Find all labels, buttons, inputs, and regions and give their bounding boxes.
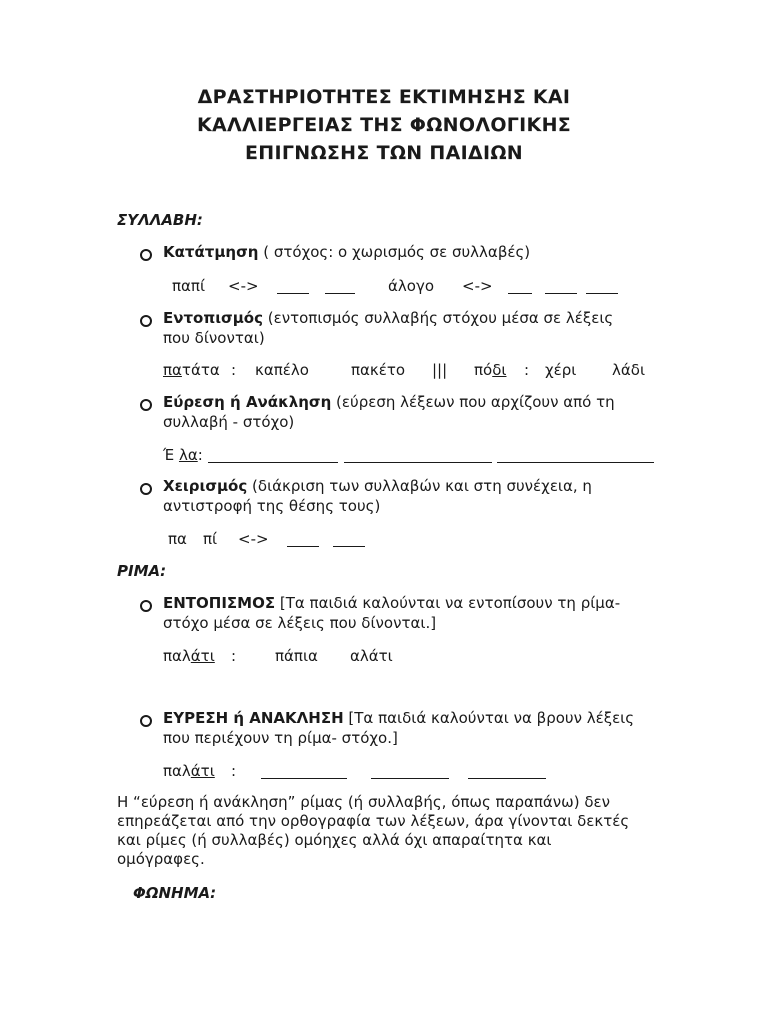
answer-blank[interactable]	[333, 546, 365, 547]
arrow-text: <->	[462, 277, 493, 295]
example-word: άλογο	[388, 277, 434, 295]
rhyme-location-desc: [Τα παιδιά καλούνται να εντοπίσουν τη ρίμα-	[275, 594, 621, 612]
separator: :	[524, 361, 530, 379]
answer-blank[interactable]	[371, 778, 449, 779]
recall-desc: (εύρεση λέξεων που αρχίζουν από τη	[331, 393, 615, 411]
prompt-colon: :	[197, 446, 203, 464]
option-word: πάπια	[275, 647, 318, 665]
document-title-line-3: ΕΠΙΓΝΩΣΗΣ ΤΩΝ ΠΑΙΔΙΩΝ	[244, 142, 523, 164]
target-word	[163, 647, 215, 665]
manipulation-desc: (διάκριση των συλλαβών και στη συνέχεια, η	[247, 477, 592, 495]
bullet-icon	[140, 249, 152, 261]
note-line-2: επηρεάζεται από την ορθογραφία των λέξεων, άρα γίνονται δεκτές	[117, 812, 630, 830]
target-word	[163, 762, 215, 780]
bullet-icon	[140, 399, 152, 411]
manipulation-desc-line-2: αντιστροφή της θέσης τους)	[163, 497, 381, 515]
rhyme-recall-desc: [Τα παιδιά καλούνται να βρουν λέξεις	[343, 709, 635, 727]
phoneme-heading: ΦΩΝΗΜΑ:	[133, 884, 217, 902]
separator: :	[231, 647, 237, 665]
location-item	[163, 309, 613, 327]
target-word	[474, 361, 506, 379]
document-title-line-2: ΚΑΛΛΙΕΡΓΕΙΑΣ ΤΗΣ ΦΩΝΟΛΟΓΙΚΗΣ	[196, 114, 572, 136]
bullet-icon	[140, 315, 152, 327]
rhyme-recall-item	[163, 709, 634, 727]
recall-item	[163, 393, 615, 411]
answer-blank[interactable]	[344, 462, 492, 463]
location-desc-line-2: που δίνονται)	[163, 329, 265, 347]
rhyme-location-desc-line-2: στόχο μέσα σε λέξεις που δίνονται.]	[163, 614, 437, 632]
answer-blank[interactable]	[261, 778, 347, 779]
syllable-text: πί	[203, 530, 218, 548]
target-rhyme: άτι	[190, 762, 215, 780]
target-syllable: λα	[178, 446, 198, 464]
prompt-start: Έ	[163, 446, 179, 464]
target-word-start: πό	[474, 361, 493, 379]
rhyme-recall-desc-line-2: που περιέχουν τη ρίμα- στόχο.]	[163, 729, 398, 747]
note-line-3: και ρίμες (ή συλλαβές) ομόηχες αλλά όχι απαραίτητα και	[117, 831, 552, 849]
bullet-icon	[140, 600, 152, 612]
bullet-icon	[140, 483, 152, 495]
rhyme-recall-term: ΕΥΡΕΣΗ ή ΑΝΑΚΛΗΣΗ	[163, 709, 344, 727]
answer-blank[interactable]	[277, 293, 309, 294]
segmentation-item	[163, 243, 530, 261]
rhyme-location-item	[163, 594, 620, 612]
answer-blank[interactable]	[468, 778, 546, 779]
arrow-text: <->	[238, 530, 269, 548]
recall-prompt	[163, 446, 203, 464]
target-syllable: δι	[492, 361, 507, 379]
answer-blank[interactable]	[208, 462, 338, 463]
option-word: αλάτι	[350, 647, 393, 665]
answer-blank[interactable]	[287, 546, 319, 547]
location-desc: (εντοπισμός συλλαβής στόχου μέσα σε λέξεις	[262, 309, 614, 327]
syllable-text: πα	[168, 530, 187, 548]
target-rhyme: άτι	[190, 647, 215, 665]
answer-blank[interactable]	[586, 293, 618, 294]
target-syllable: πα	[163, 361, 182, 379]
example-word: παπί	[172, 277, 206, 295]
separator: :	[231, 762, 237, 780]
answer-blank[interactable]	[508, 293, 532, 294]
rhyme-location-term: ΕΝΤΟΠΙΣΜΟΣ	[163, 594, 276, 612]
target-word-start: παλ	[163, 647, 191, 665]
arrow-text: <->	[228, 277, 259, 295]
note-line-4: ομόγραφες.	[117, 850, 205, 868]
recall-term: Εύρεση ή Ανάκληση	[163, 393, 332, 411]
recall-desc-line-2: συλλαβή - στόχο)	[163, 413, 295, 431]
bullet-icon	[140, 715, 152, 727]
option-word: καπέλο	[255, 361, 309, 379]
target-word-start: παλ	[163, 762, 191, 780]
manipulation-term: Χειρισμός	[163, 477, 248, 495]
answer-blank[interactable]	[545, 293, 577, 294]
separator: :	[231, 361, 237, 379]
manipulation-item	[163, 477, 592, 495]
target-word-rest: τάτα	[181, 361, 220, 379]
location-term: Εντοπισμός	[163, 309, 263, 327]
target-word	[163, 361, 220, 379]
segmentation-desc: ( στόχος: ο χωρισμός σε συλλαβές)	[258, 243, 531, 261]
option-word: λάδι	[612, 361, 646, 379]
answer-blank[interactable]	[325, 293, 355, 294]
rhyme-heading: ΡΙΜΑ:	[117, 562, 167, 580]
document-title-line-1: ΔΡΑΣΤΗΡΙΟΤΗΤΕΣ ΕΚΤΙΜΗΣΗΣ ΚΑΙ	[197, 86, 571, 108]
segmentation-term: Κατάτμηση	[163, 243, 259, 261]
answer-blank[interactable]	[497, 462, 654, 463]
note-line-1: Η “εύρεση ή ανάκληση” ρίμας (ή συλλαβής, όπως παραπάνω) δεν	[117, 793, 611, 811]
divider-text: |||	[432, 361, 448, 379]
option-word: πακέτο	[351, 361, 406, 379]
option-word: χέρι	[545, 361, 577, 379]
syllable-heading: ΣΥΛΛΑΒΗ:	[117, 211, 203, 229]
